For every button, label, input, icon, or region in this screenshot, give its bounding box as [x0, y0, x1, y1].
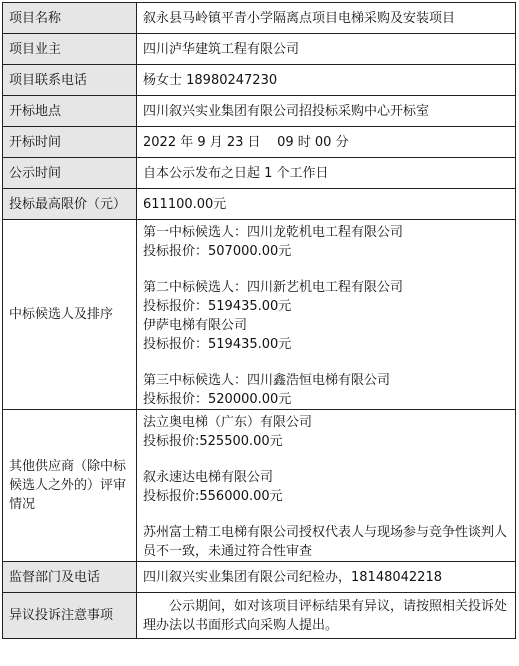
complaint-label: 异议投诉注意事项 [3, 593, 137, 639]
row-supervision [3, 562, 516, 593]
row-complaint [3, 593, 516, 639]
time-label: 开标时间 [3, 127, 137, 158]
row-other-suppliers [3, 410, 516, 562]
row-time [3, 127, 516, 158]
complaint-cell [137, 593, 516, 639]
candidate-2-name: 第二中标候选人：四川新艺机电工程有限公司 [143, 280, 404, 295]
location-label: 开标地点 [3, 96, 137, 127]
owner-value: 四川泸华建筑工程有限公司 [137, 34, 516, 65]
max-price-label: 投标最高限价（元） [3, 189, 137, 220]
location-value: 四川叙兴实业集团有限公司招投标采购中心开标室 [137, 96, 516, 127]
project-name-label: 项目名称 [3, 3, 137, 34]
candidate-3-name: 第三中标候选人：四川鑫浩恒电梯有限公司 [143, 373, 391, 388]
time-value: 2022 年 9 月 23 日 09 时 00 分 [137, 127, 516, 158]
row-contact [3, 65, 516, 96]
complaint-value: 公示期间，如对该项目评标结果有异议，请按照相关投诉处理办法以书面形式向采购人提出。 [143, 598, 508, 633]
other-supplier-1-price: 投标报价:525500.00元 [143, 434, 283, 449]
row-candidates [3, 220, 516, 410]
row-publicity [3, 158, 516, 189]
candidate-1-name: 第一中标候选人：四川龙乾机电工程有限公司 [143, 225, 404, 240]
project-name-value: 叙永县马岭镇平青小学隔离点项目电梯采购及安装项目 [137, 3, 516, 34]
publicity-label: 公示时间 [3, 158, 137, 189]
contact-label: 项目联系电话 [3, 65, 137, 96]
candidate-1-price: 投标报价：507000.00元 [143, 244, 292, 259]
other-supplier-1-name: 法立奥电梯（广东）有限公司 [143, 415, 313, 430]
publicity-value: 自本公示发布之日起 1 个工作日 [137, 158, 516, 189]
other-suppliers-label: 其他供应商（除中标候选人之外的）评审情况 [3, 410, 137, 562]
candidate-3-price: 投标报价：520000.00元 [143, 392, 292, 407]
candidate-2-price: 投标报价：519435.00元 [143, 299, 292, 314]
row-max-price [3, 189, 516, 220]
other-supplier-2-price: 投标报价:556000.00元 [143, 489, 283, 504]
other-supplier-2-name: 叙永速达电梯有限公司 [143, 470, 274, 485]
supervision-label: 监督部门及电话 [3, 562, 137, 593]
other-supplier-3-note: 苏州富士精工电梯有限公司授权代表人与现场参与竞争性谈判人员不一致，未通过符合性审查 [143, 525, 508, 559]
supervision-value: 四川叙兴实业集团有限公司纪检办，18148042218 [137, 562, 516, 593]
max-price-value: 611100.00元 [137, 189, 516, 220]
row-owner [3, 34, 516, 65]
other-suppliers-list [137, 410, 516, 562]
bid-result-table [2, 2, 516, 639]
candidates-list [137, 220, 516, 410]
owner-label: 项目业主 [3, 34, 137, 65]
row-project-name [3, 3, 516, 34]
row-location [3, 96, 516, 127]
candidates-label: 中标候选人及排序 [3, 220, 137, 410]
candidate-2-partner: 伊萨电梯有限公司 [143, 318, 248, 333]
candidate-2-partner-price: 投标报价：519435.00元 [143, 337, 292, 352]
contact-value: 杨女士 18980247230 [137, 65, 516, 96]
